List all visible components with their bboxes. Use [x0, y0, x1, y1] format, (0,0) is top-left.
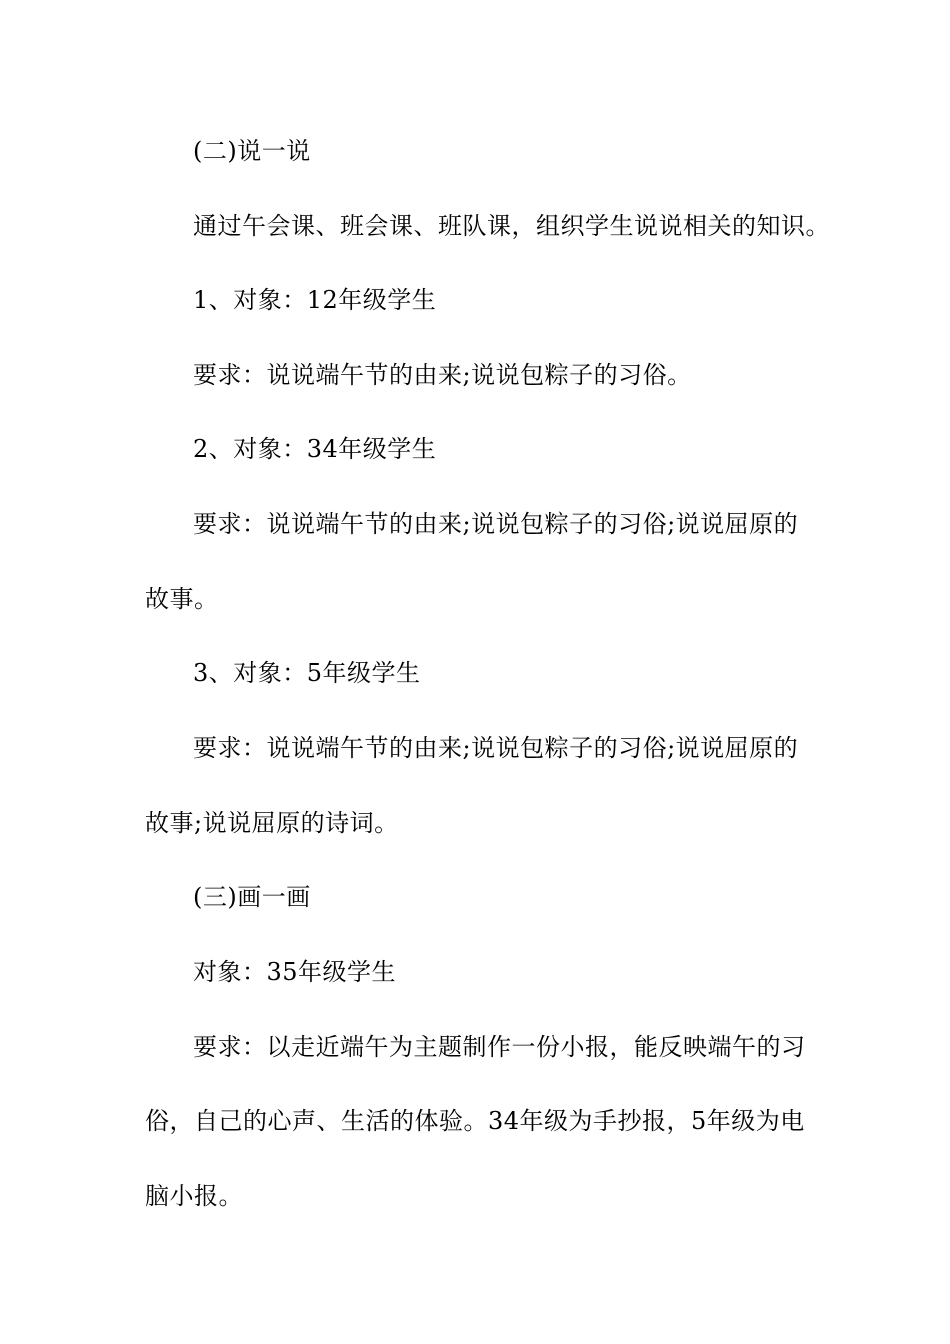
section-heading-draw: (三)画一画 [193, 883, 311, 911]
requirement-draw-line-3: 脑小报。 [145, 1182, 243, 1210]
section-heading-speak: (二)说一说 [193, 137, 311, 165]
requirement-draw-line-1: 要求：以走近端午为主题制作一份小报，能反映端午的习 [193, 1033, 806, 1061]
requirement-grade-5-line-2: 故事;说说屈原的诗词。 [145, 809, 399, 837]
target-grade-1-2: 1、对象：12年级学生 [193, 286, 437, 314]
target-grade-3-5: 对象：35年级学生 [193, 958, 397, 986]
requirement-grade-3-4-line-1: 要求：说说端午节的由来;说说包粽子的习俗;说说屈原的 [193, 510, 799, 538]
requirement-draw-line-2: 俗，自己的心声、生活的体验。34年级为手抄报，5年级为电 [145, 1107, 805, 1135]
requirement-grade-5-line-1: 要求：说说端午节的由来;说说包粽子的习俗;说说屈原的 [193, 734, 799, 762]
target-grade-5: 3、对象：5年级学生 [193, 659, 421, 687]
target-grade-3-4: 2、对象：34年级学生 [193, 435, 437, 463]
requirement-grade-3-4-line-2: 故事。 [145, 585, 219, 613]
requirement-grade-1-2: 要求：说说端午节的由来;说说包粽子的习俗。 [193, 361, 692, 389]
paragraph-intro: 通过午会课、班会课、班队课，组织学生说说相关的知识。 [193, 212, 830, 240]
